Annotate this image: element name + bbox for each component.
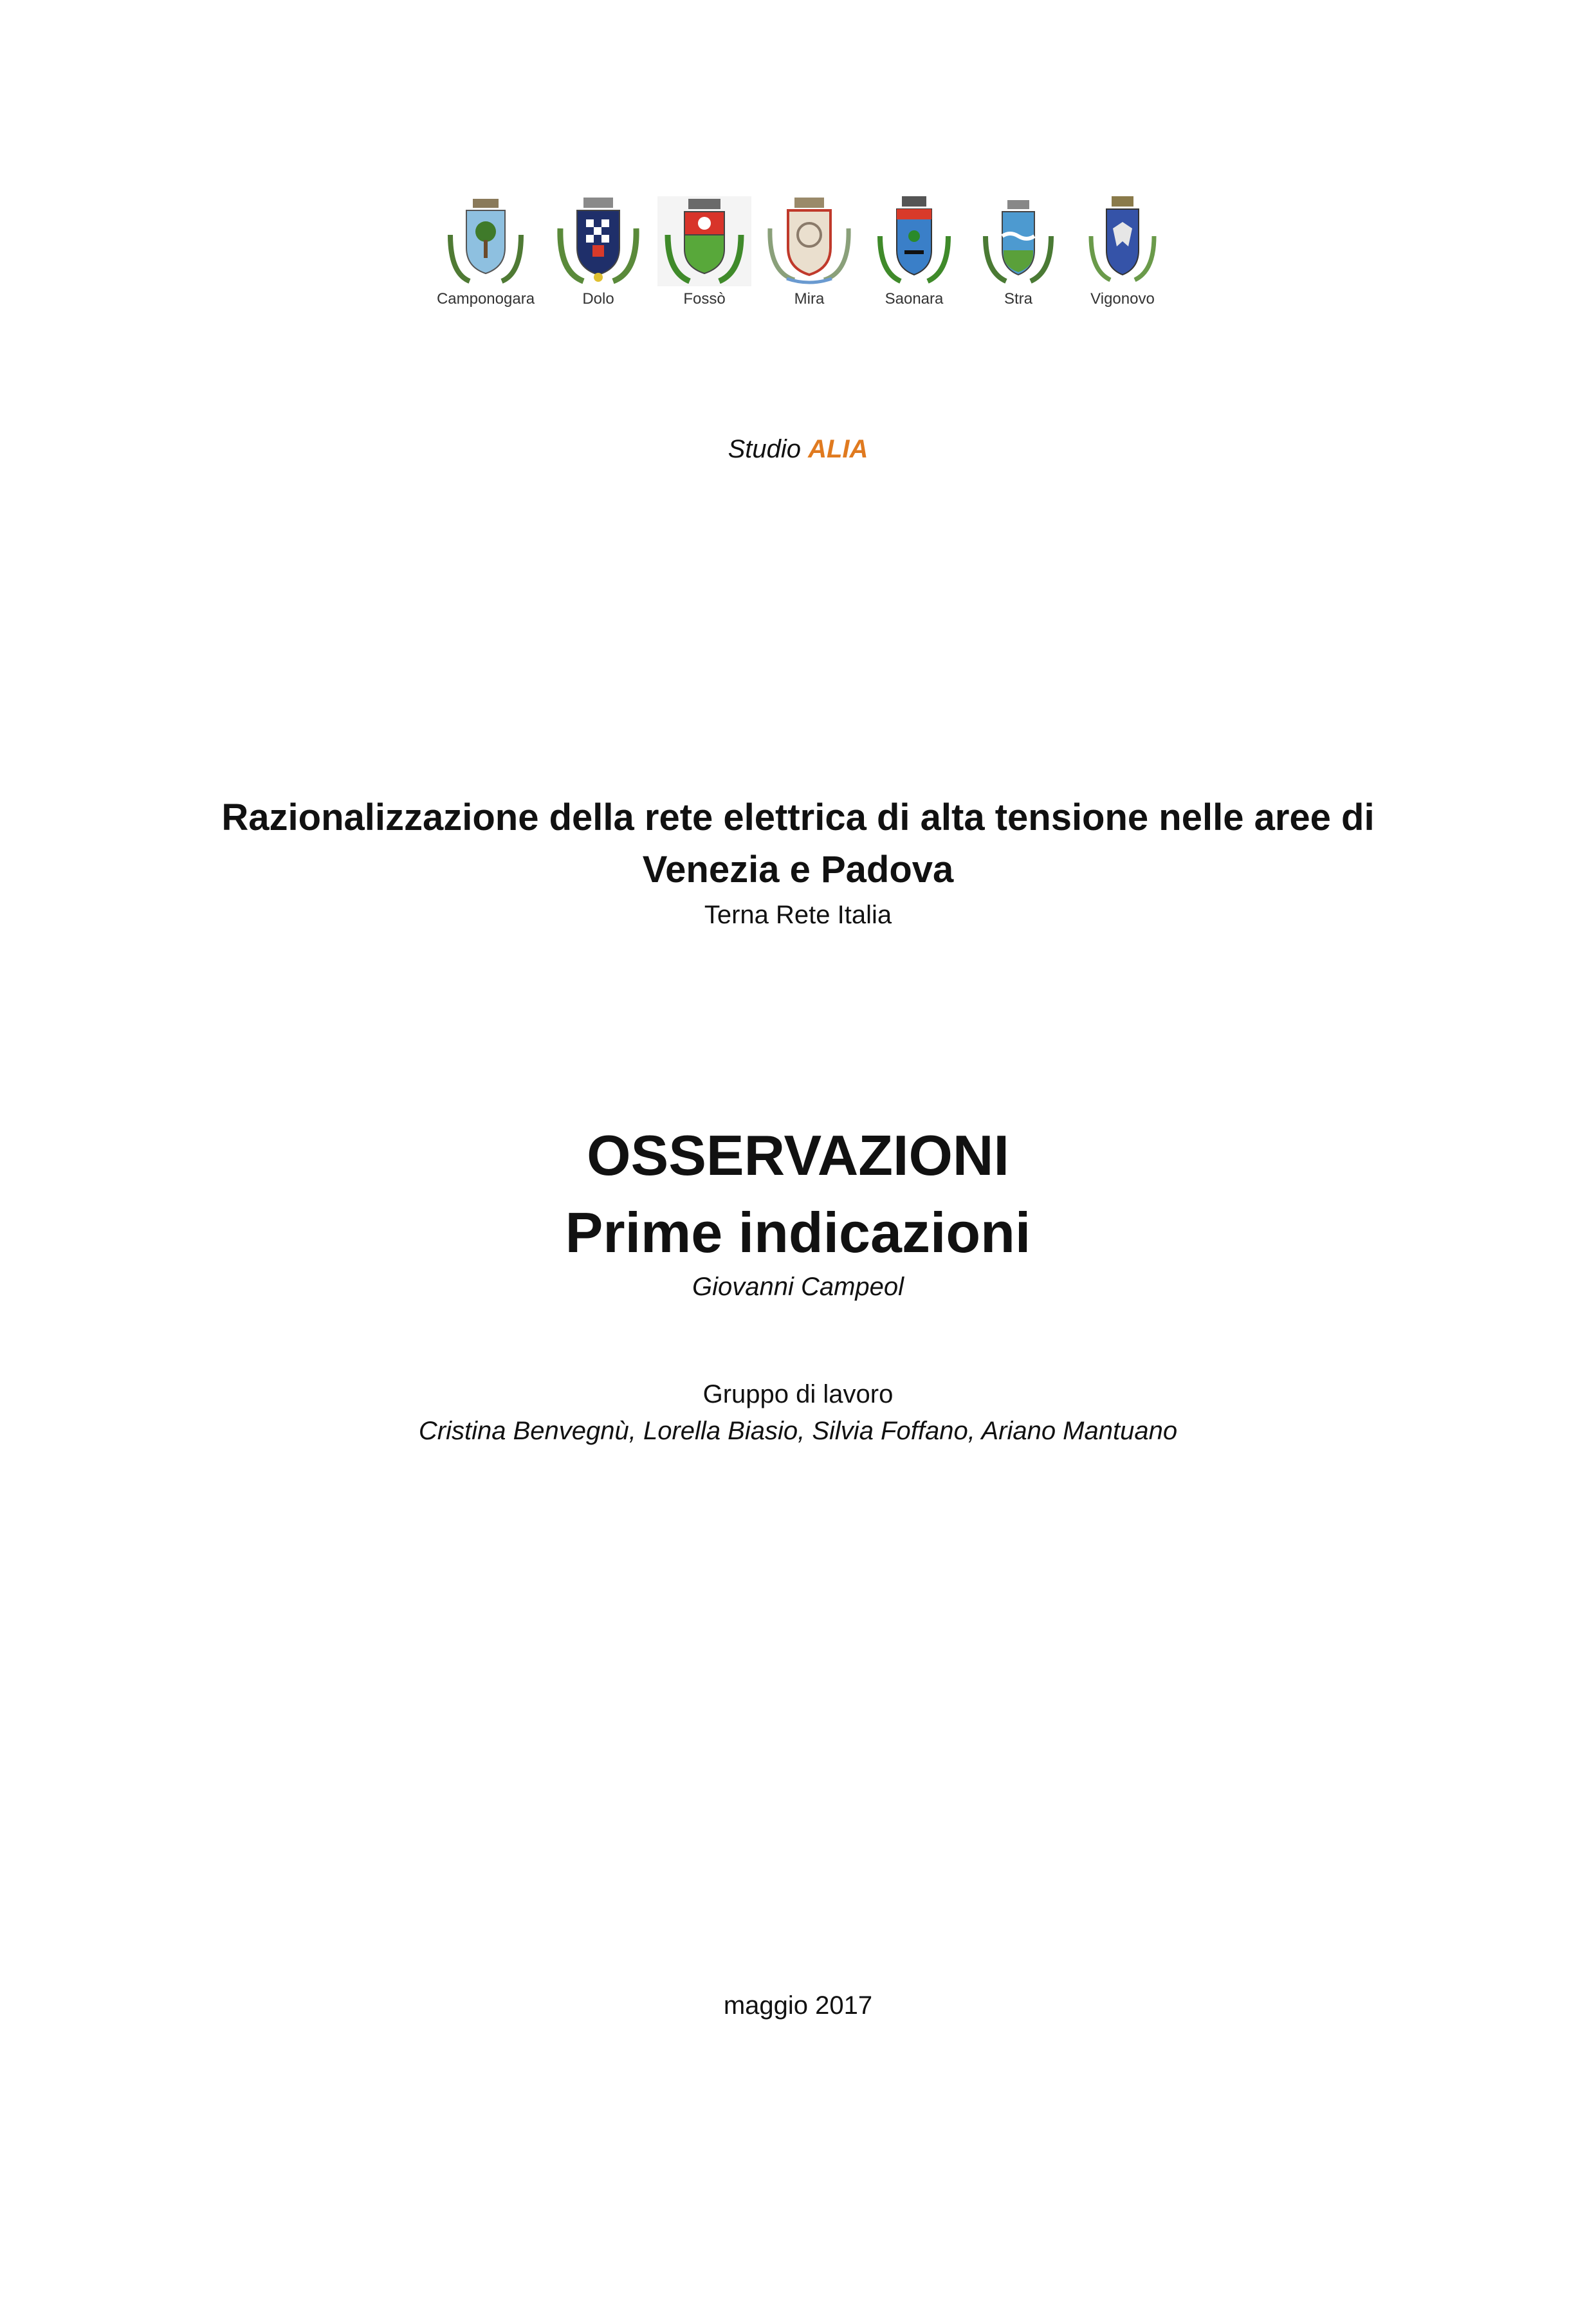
tree-crest-icon [437, 196, 534, 286]
checkered-crest-icon [550, 196, 647, 286]
crest-dolo [544, 196, 653, 308]
project-title-line1: Razionalizzazione della rete elettrica di alta tensione nelle aree di [221, 797, 1375, 838]
studio-name: ALIA [808, 435, 868, 463]
work-group-members: Cristina Benvegnù, Lorella Biasio, Silvia Foffano, Ariano Mantuano [418, 1417, 1178, 1445]
municipality-crests [0, 196, 1596, 325]
document-subheading: Prime indicazioni [565, 1201, 1031, 1264]
studio-credit [0, 435, 1596, 464]
document-date: maggio 2017 [723, 1991, 873, 2020]
crest-stra [964, 196, 1073, 308]
red-green-crest-icon [656, 196, 753, 286]
crest-label: Stra [1004, 290, 1032, 308]
mira-crest-icon [761, 196, 858, 286]
crest-label: Saonara [885, 290, 944, 308]
blue-crest-icon [866, 196, 962, 286]
eagle-crest-icon [1074, 196, 1171, 286]
crest-vigonovo [1068, 196, 1177, 308]
crest-label: Fossò [683, 290, 726, 308]
crest-label: Mira [794, 290, 825, 308]
crest-camponogara [431, 196, 540, 308]
crest-fosso [650, 196, 759, 308]
project-title-line2: Venezia e Padova [642, 849, 954, 890]
crest-mira [755, 196, 864, 308]
document-author: Giovanni Campeol [692, 1273, 904, 1301]
studio-prefix: Studio [728, 435, 809, 463]
river-crest-icon [970, 196, 1067, 286]
crest-label: Dolo [582, 290, 614, 308]
project-subtitle: Terna Rete Italia [704, 901, 892, 929]
crest-saonara [859, 196, 969, 308]
crest-label: Camponogara [436, 290, 535, 308]
document-heading: OSSERVAZIONI [587, 1123, 1009, 1187]
work-group-label: Gruppo di lavoro [702, 1380, 894, 1408]
crest-label: Vigonovo [1090, 290, 1155, 308]
